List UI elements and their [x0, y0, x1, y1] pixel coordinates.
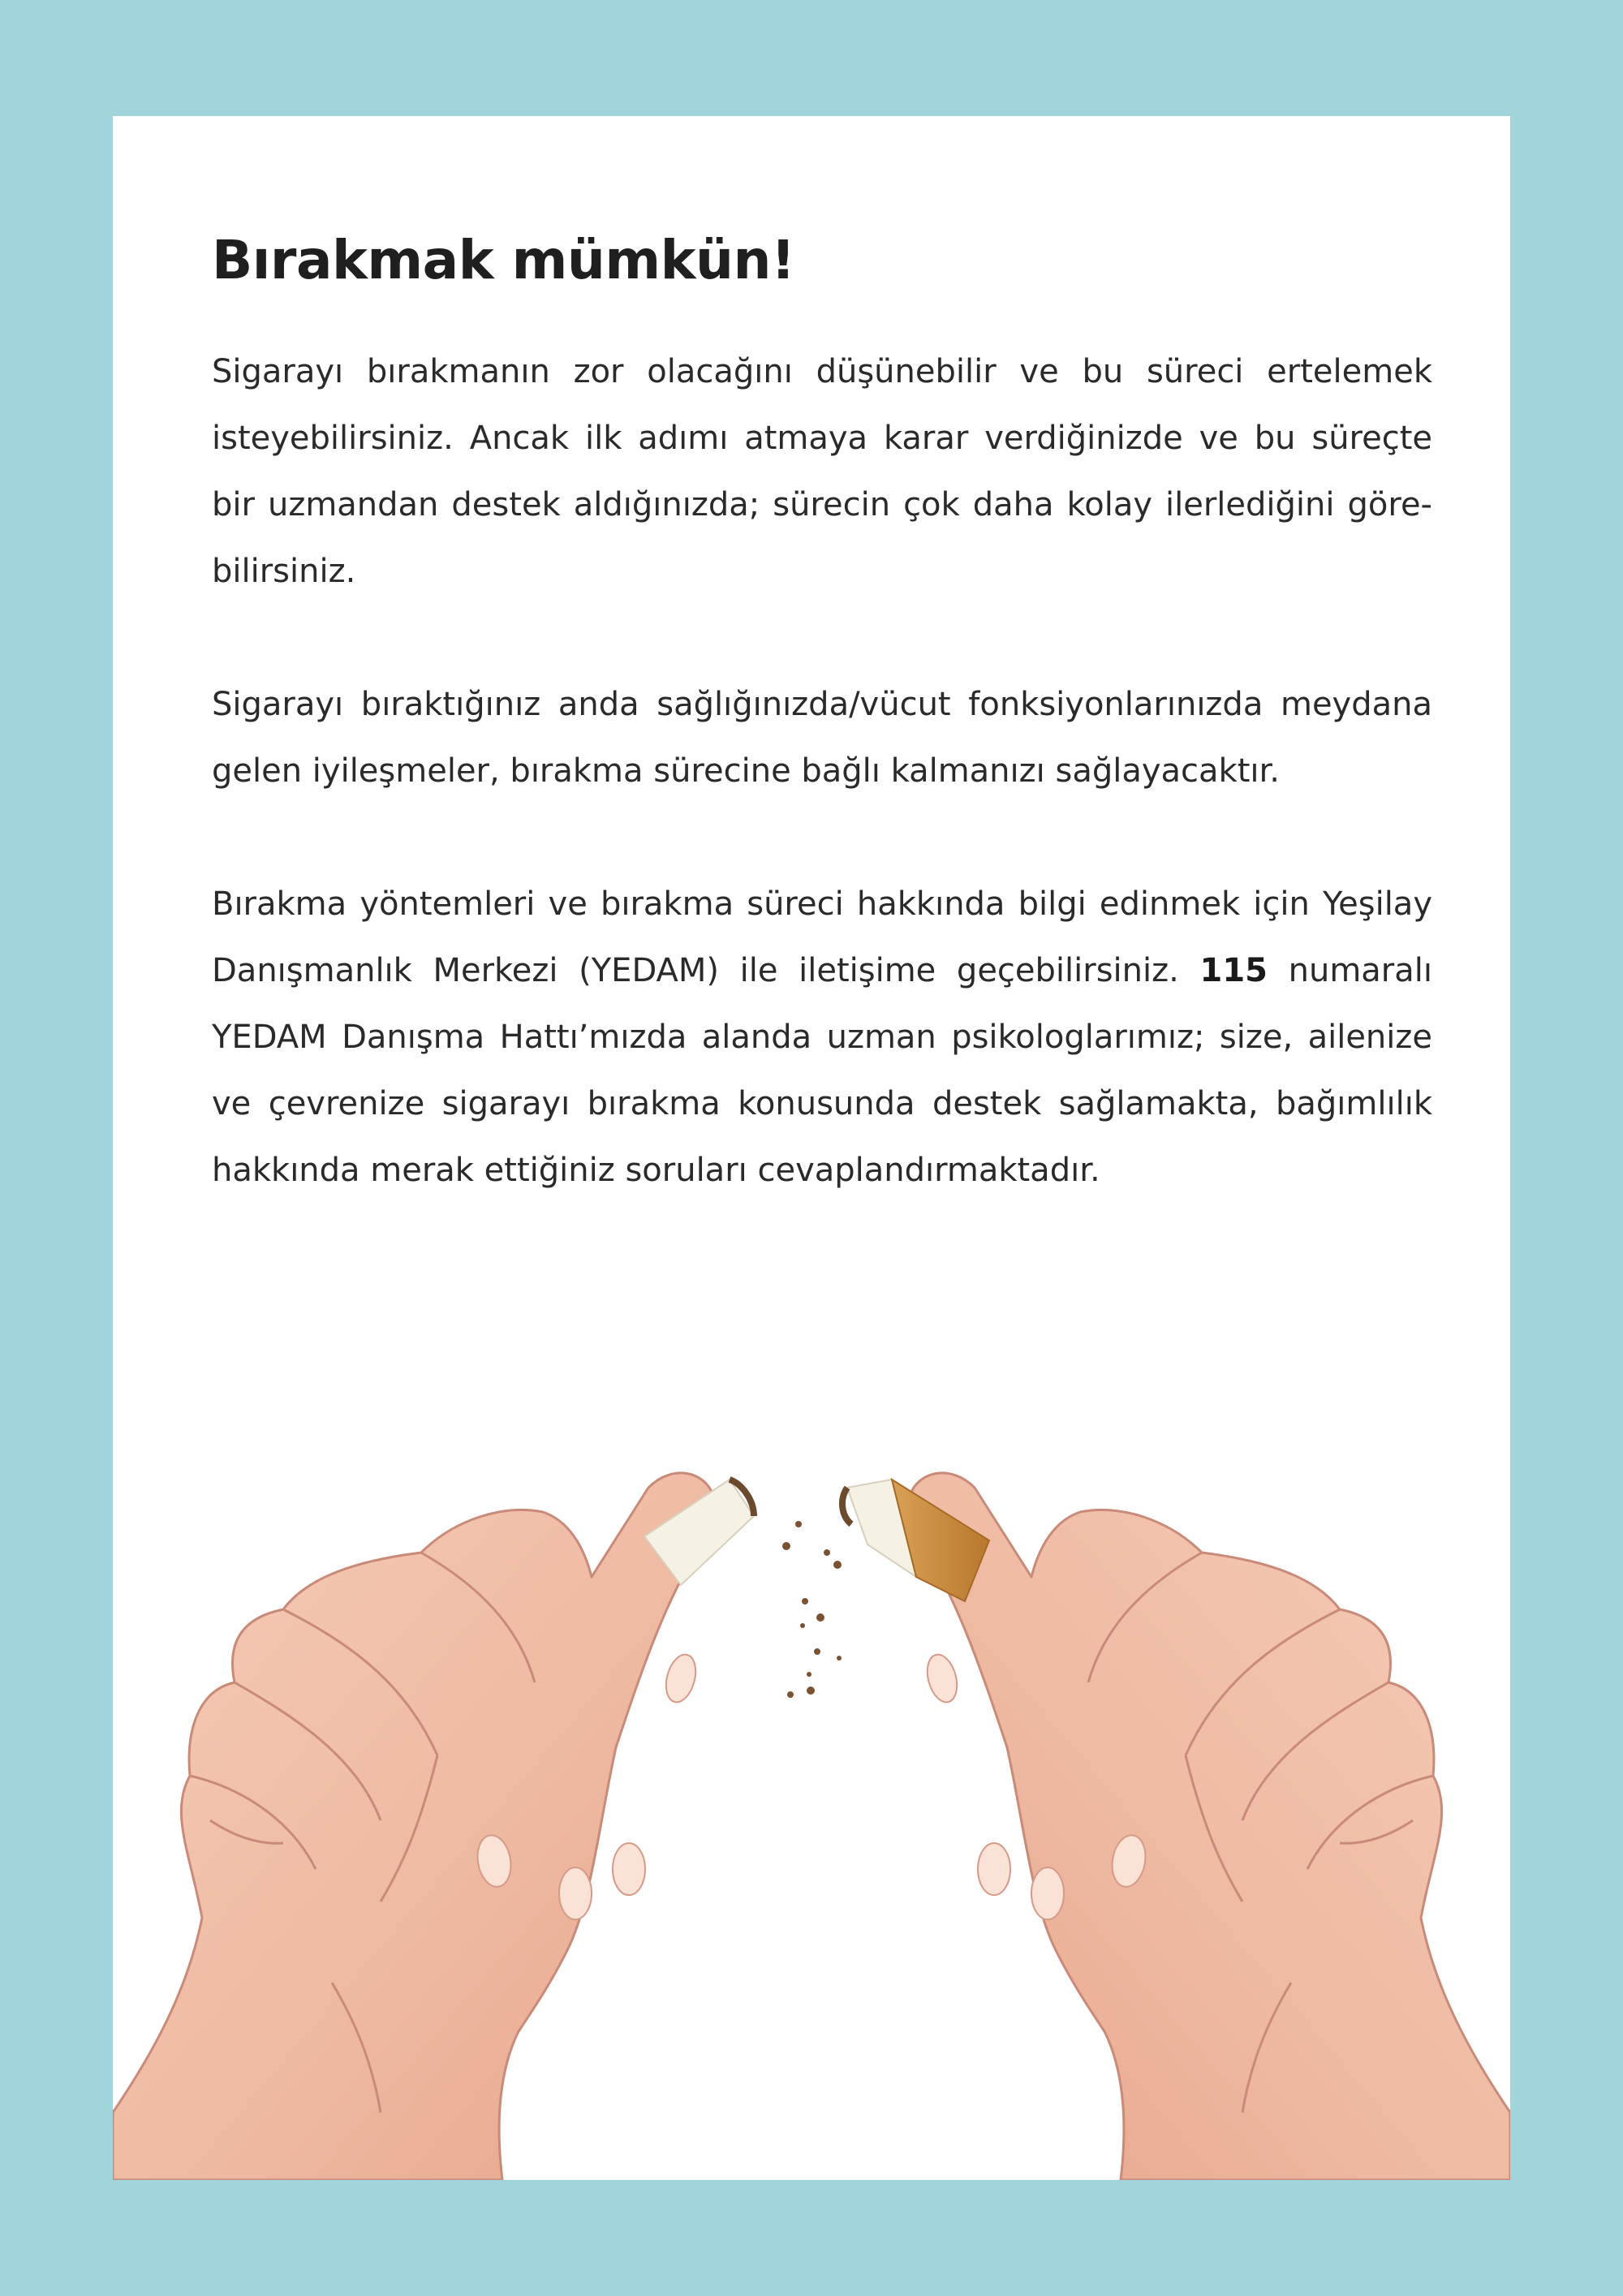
right-hand: [910, 1473, 1510, 2180]
hotline-number: 115: [1199, 951, 1268, 989]
page-card: [113, 116, 1510, 2180]
paragraph-3: [212, 871, 1432, 1204]
paragraph-1: Sigarayı bırakmanın zor olacağını düşünebilir ve bu süreci ertelemek isteyebilirsiniz. Ancak ilk adımı atmaya karar verdiğinizde ve bu süreçte bir uzmandan destek aldığınızda; sürecin çok daha kolay ilerlediğini göre-bilirsiniz.: [212, 352, 1432, 590]
tobacco-crumbs: [782, 1521, 842, 1698]
paragraph-3-before: Bırakma yöntemleri ve bırakma süreci hakkında bilgi edinmek için Yeşilay Danışmanlık Merkezi (YEDAM) ile iletişime geçebilirsiniz.: [212, 885, 1432, 989]
page-title: Bırakmak mümkün!: [212, 229, 795, 291]
left-hand: [113, 1473, 713, 2180]
hands-breaking-cigarette-illustration: [113, 1333, 1510, 2180]
paragraph-2: Sigarayı bıraktığınız anda sağlığınızda/vücut fonksiyonlarınızda meydana gelen iyileşmeler, bırakma sürecine bağlı kalmanızı sağlayacaktır.: [212, 685, 1432, 790]
paragraph-3-after: numaralı YEDAM Danışma Hattı’mızda alanda uzman psikologlarımız; size, ailenize ve çevrenize sigarayı bırakma konusunda destek sağlamakta, bağımlılık hakkında merak ettiğiniz soruları cevaplandırmaktadır.: [212, 951, 1432, 1189]
text-content: [212, 230, 1432, 1204]
